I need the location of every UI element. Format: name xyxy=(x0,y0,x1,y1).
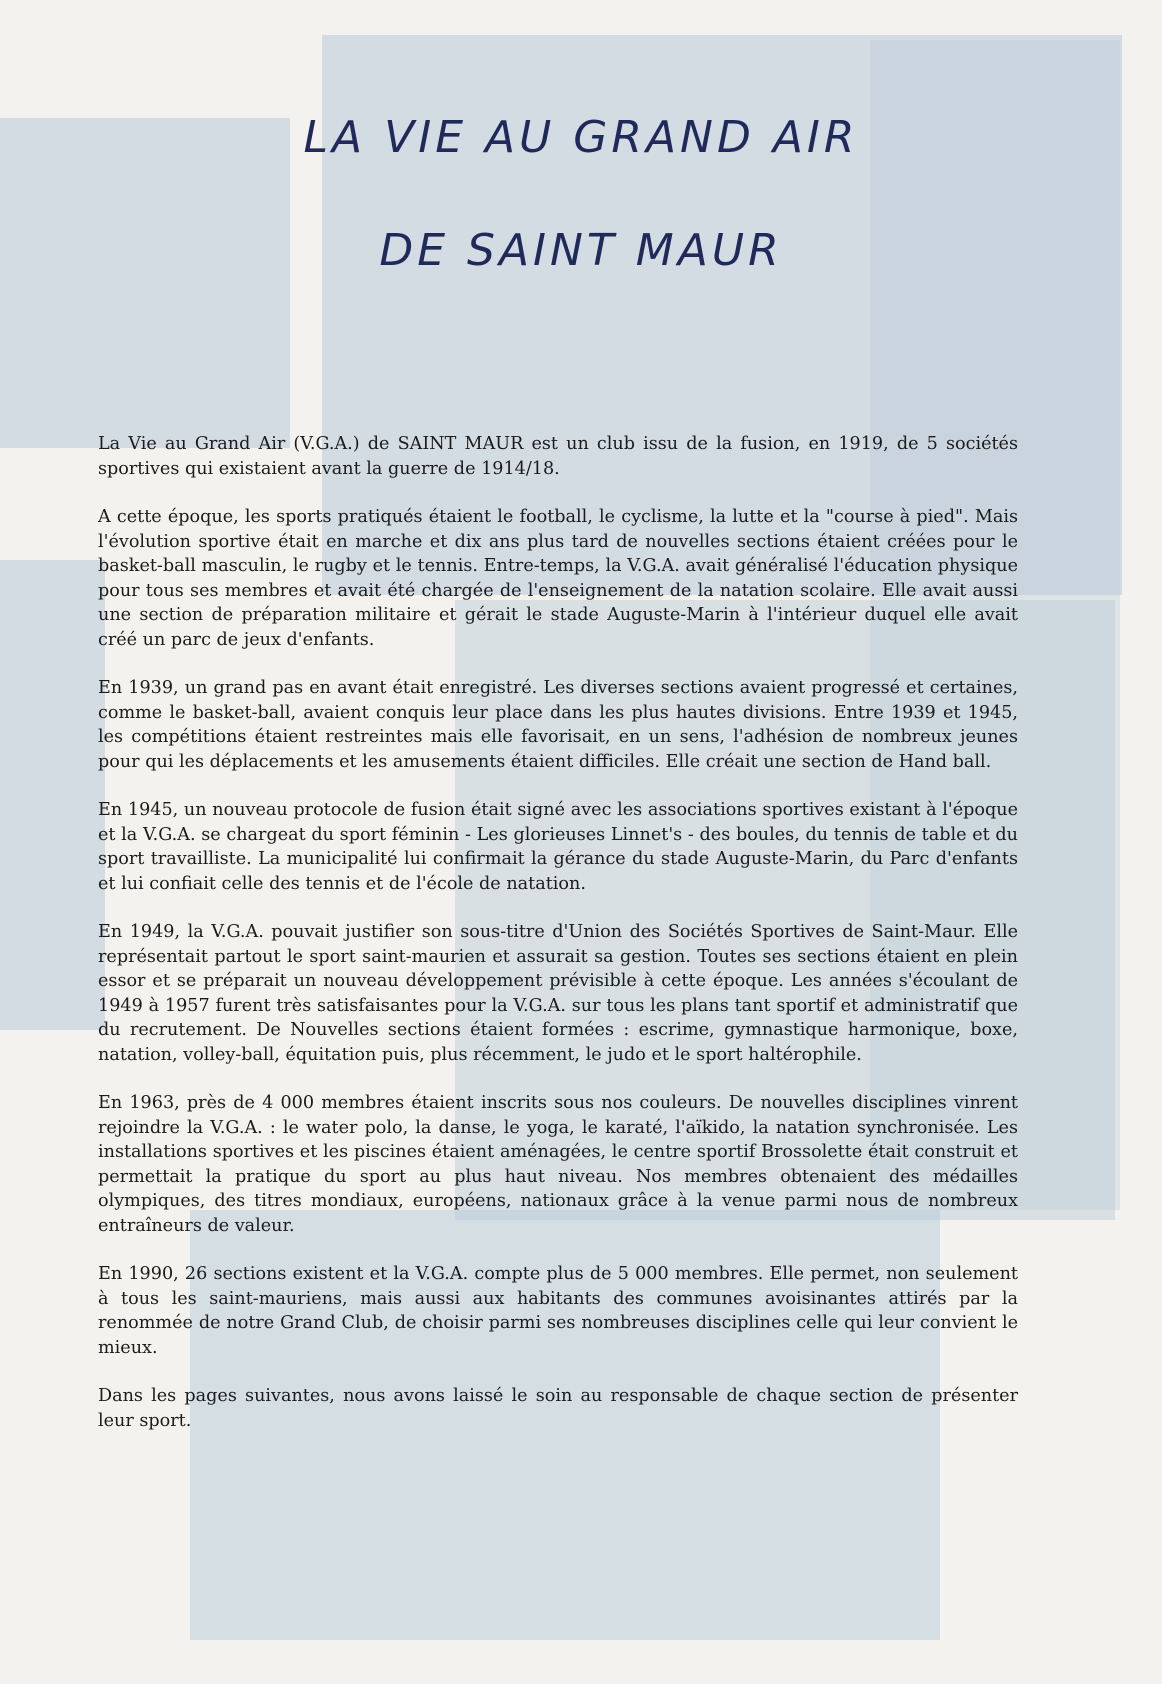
background-photo-left xyxy=(0,118,290,448)
paragraph: En 1990, 26 sections existent et la V.G.A. compte plus de 5 000 membres. Elle permet, non seulement à tous les saint-mauriens, mais aussi aux habitants des communes avoisinantes attirés par la renommée de notre Grand Club, de choisir parmi ses nombreuses disciplines celle qui leur convient le mieux. xyxy=(98,1264,1018,1358)
paragraph: Dans les pages suivantes, nous avons laissé le soin au responsable de chaque section de présenter leur sport. xyxy=(98,1386,1018,1431)
paragraph: La Vie au Grand Air (V.G.A.) de SAINT MAUR est un club issu de la fusion, en 1919, de 5 sociétés sportives qui existaient avant la guerre de 1914/18. xyxy=(98,434,1018,479)
paragraph: En 1963, près de 4 000 membres étaient inscrits sous nos couleurs. De nouvelles disciplines vinrent rejoindre la V.G.A. : le water polo, la danse, le yoga, le karaté, l'aïkido, la natation synchronisée. Les installations sportives et les piscines étaient aménagées, le centre sportif Brossolette était construit et permettait la pratique du sport au plus haut niveau. Nos membres obtenaient des médailles olympiques, des titres mondiaux, européens, nationaux grâce à la venue parmi nous de nombreux entraîneurs de valeur. xyxy=(98,1093,1018,1236)
paragraph: En 1945, un nouveau protocole de fusion était signé avec les associations sportives existant à l'époque et la V.G.A. se chargeat du sport féminin - Les glorieuses Linnet's - des boules, du tennis de table et du sport travailliste. La municipalité lui confirmait la gérance du stade Auguste-Marin, du Parc d'enfants et lui confiait celle des tennis et de l'école de natation. xyxy=(98,800,1018,894)
paragraph: En 1939, un grand pas en avant était enregistré. Les diverses sections avaient progressé et certaines, comme le basket-ball, avaient conquis leur place dans les plus hautes divisions. Entre 1939 et 1945, les compétitions étaient restreintes mais elle favorisait, en un sens, l'adhésion de nombreux jeunes pour qui les déplacements et les amusements étaient difficiles. Elle créait une section de Hand ball. xyxy=(98,678,1018,772)
paragraph: En 1949, la V.G.A. pouvait justifier son sous-titre d'Union des Sociétés Sportives de Saint-Maur. Elle représentait partout le sport saint-maurien et assurait sa gestion. Toutes ses sections étaient en plein essor et se préparait un nouveau développement prévisible à cette époque. Les années s'écoulant de 1949 à 1957 furent très satisfaisantes pour la V.G.A. sur tous les plans tant sportif et administratif que du recrutement. De Nouvelles sections étaient formées : escrime, gymnastique harmonique, boxe, natation, volley-ball, équitation puis, plus récemment, le judo et le sport haltérophile. xyxy=(98,922,1018,1065)
background-photo-left-lower xyxy=(0,560,105,1030)
page-title-line-2: DE SAINT MAUR xyxy=(379,225,783,276)
paragraph: A cette époque, les sports pratiqués étaient le football, le cyclisme, la lutte et la "course à pied". Mais l'évolution sportive était en marche et dix ans plus tard de nouvelles sections étaient créées pour le basket-ball masculin, le rugby et le tennis. Entre-temps, la V.G.A. avait généralisé l'éducation physique pour tous ses membres et avait été chargée de l'enseignement de la natation scolaire. Elle avait aussi une section de préparation militaire et gérait le stade Auguste-Marin à l'intérieur duquel elle avait créé un parc de jeux d'enfants. xyxy=(98,507,1018,650)
body-text xyxy=(98,432,1018,1457)
page-title-line-1: LA VIE AU GRAND AIR xyxy=(303,112,859,163)
